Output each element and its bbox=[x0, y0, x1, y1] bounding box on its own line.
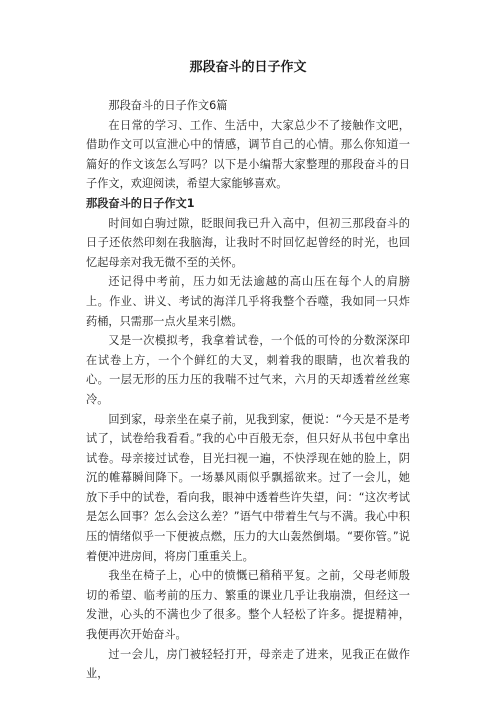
body-paragraph: 时间如白驹过隙，眨眼间我已升入高中，但初三那段奋斗的日子还依然印刻在我脑海，让我时不时回忆起曾经的时光，也回忆起母亲对我无微不至的关怀。 bbox=[86, 216, 410, 269]
section-heading: 那段奋斗的日子作文1 bbox=[86, 196, 195, 210]
body-paragraph: 回到家，母亲坐在桌子前，见我到家，便说：“今天是不是考试了，试卷给我看看。”我的心中百般无奈，但只好从书包中拿出试卷。母亲接过试卷，目光扫视一遍，不快浮现在她的脸上，阴沉的帷幕瞬间降下。一场暴风雨似乎飘摇欲来。过了一会儿，她放下手中的试卷，看向我，眼神中透着些许失望，问：“这次考试是怎么回事？怎么会这么差？”语气中带着生气与不满。我心中积压的情绪似乎一下便被点燃，压力的大山轰然倒塌。“要你管。”说着便冲进房间，将房门重重关上。 bbox=[86, 412, 410, 563]
body-paragraph: 又是一次模拟考，我拿着试卷，一个低的可怜的分数深深印在试卷上方，一个个鲜红的大叉，刺着我的眼睛，也次着我的心。一层无形的压力压的我喘不过气来，六月的天却透着丝丝寒冷。 bbox=[86, 334, 410, 406]
body-paragraph: 过一会儿，房门被轻轻打开，母亲走了进来，见我正在做作业， bbox=[86, 647, 410, 681]
document-title: 那段奋斗的日子作文 bbox=[189, 60, 307, 75]
body-paragraph: 还记得中考前，压力如无法逾越的高山压在每个人的肩膀上。作业、讲义、考试的海洋几乎将我整个吞噬，我如同一只炸药桶，只需那一点火星来引燃。 bbox=[86, 275, 410, 328]
document-subtitle: 那段奋斗的日子作文6篇 bbox=[108, 99, 228, 112]
body-paragraph: 我坐在椅子上，心中的愤慨已稍稍平复。之前，父母老师殷切的希望、临考前的压力、繁重的课业几乎让我崩溃，但经这一发泄，心头的不满也少了很多。整个人轻松了许多。提提精神，我便再次开始奋斗。 bbox=[86, 569, 410, 642]
intro-paragraph: 在日常的学习、工作、生活中，大家总少不了接触作文吧，借助作文可以宣泄心中的情感，调节自己的心情。那么你知道一篇好的作文该怎么写吗？以下是小编帮大家整理的那段奋斗的日子作文，欢迎阅读，希望大家能够喜欢。 bbox=[86, 118, 410, 191]
